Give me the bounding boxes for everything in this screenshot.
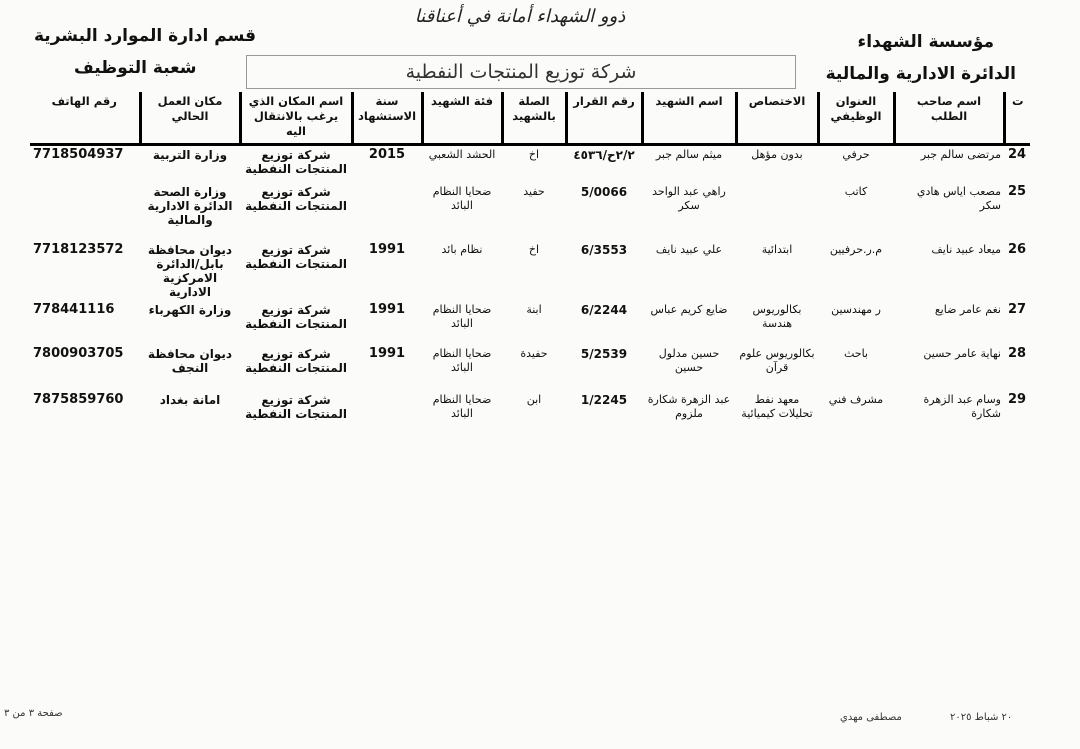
column-header: سنة الاستشهاد (352, 92, 422, 145)
phone-number: 7800903705 (33, 345, 124, 361)
phone-number: 7718123572 (33, 241, 124, 257)
desired-place: شركة توزيع المنتجات النفطية (245, 302, 347, 331)
martyr-category: ضحايا النظام البائد (432, 184, 492, 212)
martyr-name: حسين مدلول حسين (658, 346, 720, 374)
column-header: اسم صاحب الطلب (894, 92, 1004, 145)
martyr-category: نظام بائد (441, 242, 483, 256)
applicant-name: نغم عامر ضايع (934, 302, 1001, 316)
signature: مصطفى مهدي (840, 712, 902, 723)
page-number: صفحة ٣ من ٣ (4, 708, 63, 719)
column-header: العنوان الوظيفي (818, 92, 894, 145)
column-header: اسم المكان الذي يرغب بالانتقال اليه (240, 92, 352, 145)
decision-number: 6/3553 (580, 242, 628, 257)
table-row (30, 183, 1030, 241)
table-row (30, 145, 1030, 183)
current-workplace: وزارة الصحة الدائرة الادارية والمالية (147, 184, 233, 227)
martyrdom-year: 1991 (368, 301, 406, 317)
current-workplace: وزارة التربية (152, 148, 228, 162)
column-header: رقم القرار (566, 92, 642, 145)
applicant-name: نهاية عامر حسين (923, 346, 1001, 360)
decision-number: 5/0066 (580, 184, 628, 199)
table-row (30, 391, 1030, 449)
decision-number: ٢/٢ح/٤٥٣٦ (573, 148, 635, 162)
current-workplace: امانة بغداد (159, 392, 221, 407)
martyr-name: عبد الزهرة شكارة ملزوم (647, 392, 731, 420)
martyr-name: راهي عبد الواحد سكر (652, 184, 726, 212)
martyr-name: ميثم سالم جبر (655, 148, 723, 161)
column-header: ت (1004, 92, 1030, 145)
desired-place: شركة توزيع المنتجات النفطية (245, 346, 347, 375)
specialization: بكالوريوس علوم قرآن (739, 346, 815, 374)
martyr-name: علي عبيد نايف (655, 242, 723, 256)
department-name: الدائرة الادارية والمالية (825, 64, 1016, 84)
martyrdom-year (352, 183, 422, 241)
row-number: 24 (1007, 147, 1027, 162)
relation: ابن (526, 392, 542, 406)
martyr-category: ضحايا النظام البائد (432, 346, 492, 374)
company-title-box: شركة توزيع المنتجات النفطية (246, 55, 796, 89)
job-title: ر مهندسين (831, 302, 881, 316)
martyrdom-year: 1991 (368, 345, 406, 361)
decision-number: 6/2244 (580, 302, 628, 317)
column-header: مكان العمل الحالي (140, 92, 240, 145)
employment-unit-name: شعبة التوظيف (74, 58, 197, 78)
column-header: فئة الشهيد (422, 92, 502, 145)
phone-number: 7718504937 (33, 147, 124, 162)
martyr-category: الحشد الشعبي (428, 148, 496, 161)
relation: اخ (528, 148, 540, 161)
specialization: معهد نفط تحليلات كيميائية (741, 392, 813, 420)
martyr-category: ضحايا النظام البائد (432, 302, 492, 330)
phone-number (30, 183, 140, 241)
column-header: رقم الهاتف (30, 92, 140, 145)
applicants-table (30, 92, 1030, 449)
table-row (30, 301, 1030, 345)
hr-section-name: قسم ادارة الموارد البشرية (34, 26, 257, 46)
desired-place: شركة توزيع المنتجات النفطية (245, 148, 347, 176)
relation: ابنة (526, 302, 542, 316)
decision-number: 1/2245 (580, 392, 628, 407)
job-title: باحث (843, 346, 868, 360)
desired-place: شركة توزيع المنتجات النفطية (245, 392, 347, 421)
job-title: حرفي (842, 148, 870, 161)
applicant-name: مرتضى سالم جبر (920, 148, 1001, 161)
current-workplace: ديوان محافظة النجف (147, 346, 233, 375)
column-header: اسم الشهيد (642, 92, 736, 145)
martyrdom-year: 2015 (368, 147, 406, 162)
applicant-name: وسام عبد الزهرة شكارة (923, 392, 1001, 420)
document-date: ٢٠ شباط ٢٠٢٥ (950, 712, 1013, 723)
martyrdom-year (352, 391, 422, 449)
current-workplace: ديوان محافظة بابل/الدائرة الامركزية الادارية (147, 242, 233, 299)
job-title: م.ر.حرفيين (829, 242, 883, 256)
relation: اخ (528, 242, 540, 256)
row-number: 29 (1007, 391, 1027, 407)
relation: حفيد (523, 184, 545, 198)
specialization: بكالوريوس هندسة (752, 302, 802, 330)
specialization (736, 183, 818, 241)
martyrdom-year: 1991 (368, 241, 406, 257)
desired-place: شركة توزيع المنتجات النفطية (245, 242, 347, 271)
column-header: الصلة بالشهيد (502, 92, 566, 145)
current-workplace: وزارة الكهرباء (148, 302, 232, 317)
row-number: 25 (1007, 183, 1027, 199)
martyr-category: ضحايا النظام البائد (432, 392, 492, 420)
motto-header: ذوو الشهداء أمانة في أعناقنا (414, 6, 626, 27)
organization-name: مؤسسة الشهداء (857, 32, 994, 52)
row-number: 28 (1007, 345, 1027, 361)
row-number: 26 (1007, 241, 1027, 257)
job-title: مشرف فني (828, 392, 884, 406)
desired-place: شركة توزيع المنتجات النفطية (245, 184, 347, 213)
specialization: بدون مؤهل (751, 148, 803, 161)
row-number: 27 (1007, 301, 1027, 317)
phone-number: 778441116 (33, 301, 115, 317)
phone-number: 7875859760 (33, 391, 124, 407)
applicant-name: ميعاد عبيد نايف (931, 242, 1001, 256)
column-header: الاختصاص (736, 92, 818, 145)
table-row (30, 241, 1030, 301)
martyr-name: ضايع كريم عباس (650, 302, 728, 316)
job-title: كاتب (844, 184, 868, 198)
specialization: ابتدائية (761, 242, 793, 256)
table-header-row (30, 92, 1030, 145)
decision-number: 5/2539 (580, 346, 628, 361)
applicant-name: مصعب اياس هادي سكر (916, 184, 1001, 212)
relation: حفيدة (520, 346, 548, 360)
table-row (30, 345, 1030, 391)
